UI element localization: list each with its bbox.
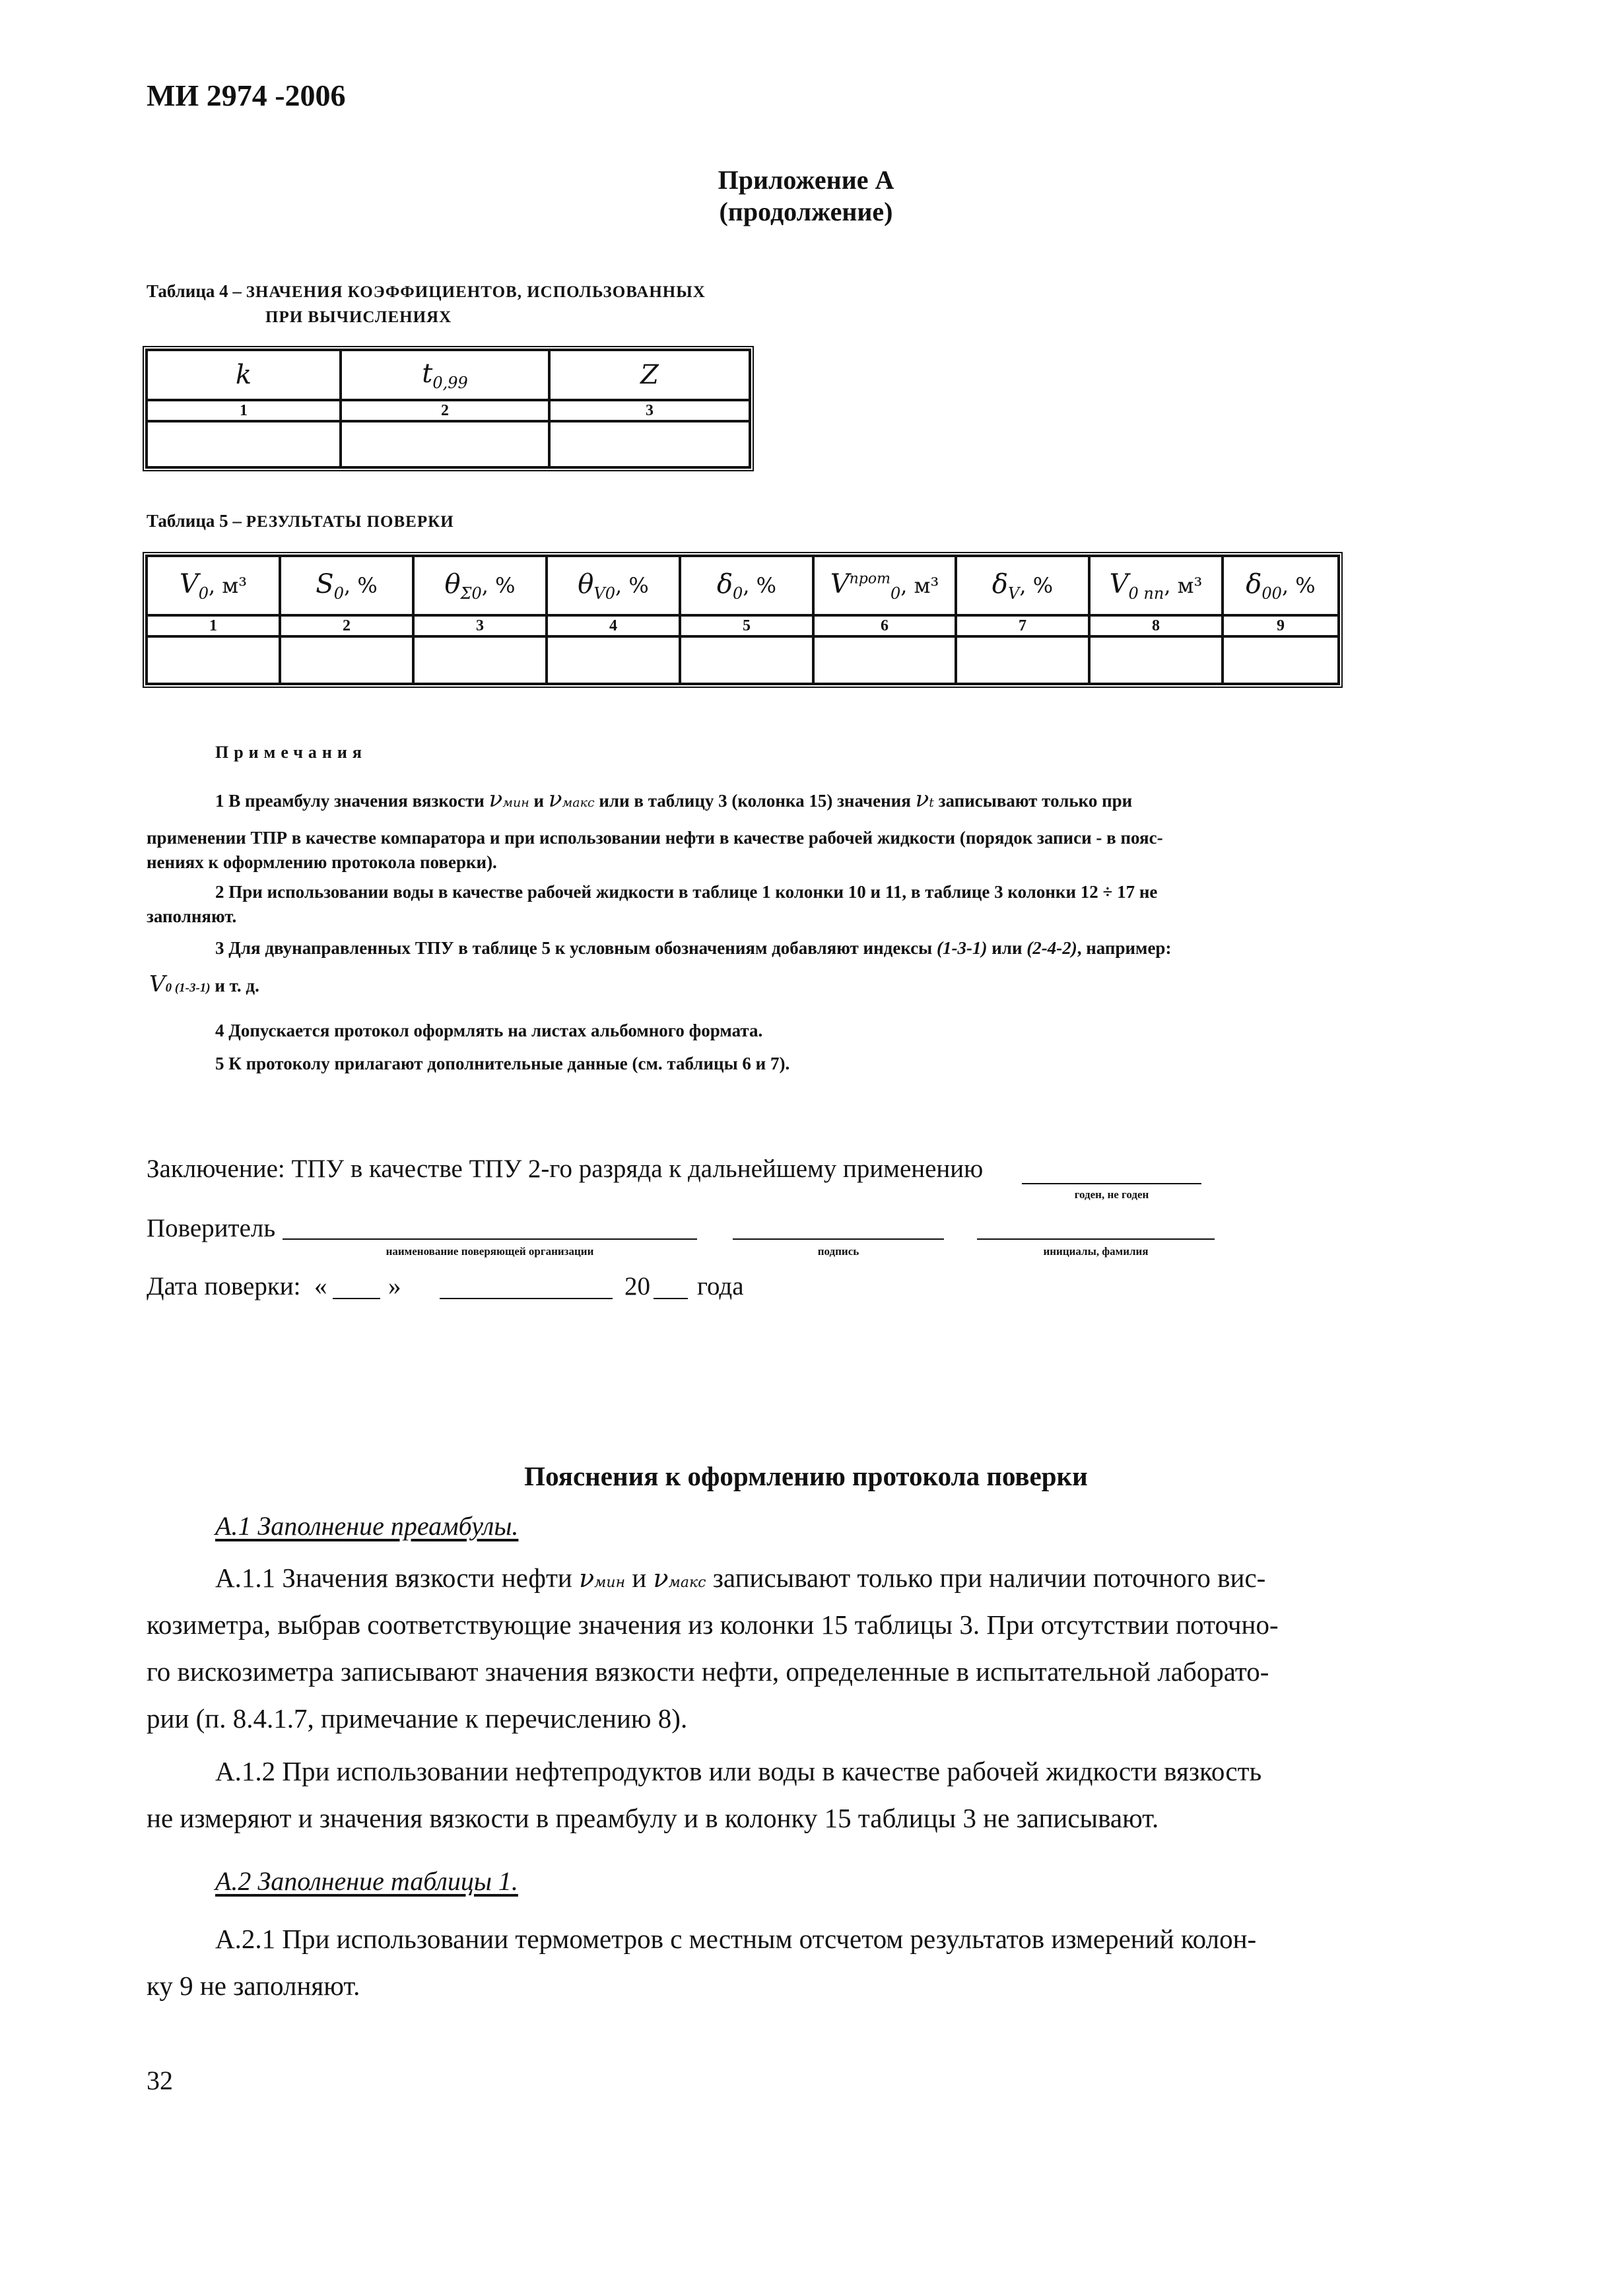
t5-num-7: 7: [956, 615, 1089, 636]
table4-caption-cont: [265, 306, 452, 327]
note-1-line3: нениях к оформлению протокола поверки).: [147, 852, 497, 872]
p-a11-line2: козиметра, выбрав соответствующие значения из колонки 15 таблицы 3. При отсутствии поточно-: [147, 1609, 1279, 1640]
t5-header-3: $\theta_{\Sigma 0}$, %: [413, 556, 547, 615]
conclusion-text: Заключение: ТПУ в качестве ТПУ 2-го разряда к дальнейшему применению: [147, 1155, 984, 1183]
p-a21-line2: ку 9 не заполняют.: [147, 1971, 360, 2001]
t4-num-2: 2: [341, 400, 549, 421]
p-a21-line1: А.2.1 При использовании термометров с местным отсчетом результатов измерений колон-: [215, 1924, 1257, 1954]
t5-header-2: $S_0$, %: [280, 556, 413, 615]
t5-cell: [680, 636, 813, 684]
note-1: 1 В преамбулу значения вязкости νмин и νмакс или в таблицу 3 (колонка 15) значения νt записывают только при: [215, 786, 1133, 813]
explanations-title: Пояснения к оформлению протокола поверки: [524, 1461, 1088, 1491]
table5-caption-text: РЕЗУЛЬТАТЫ ПОВЕРКИ: [246, 513, 454, 531]
t5-header-4: $\theta_{V0}$, %: [547, 556, 680, 615]
t5-num-1: 1: [147, 615, 280, 636]
t4-cell: [341, 421, 549, 467]
t4-cell: [549, 421, 750, 467]
page-number: 32: [147, 2066, 173, 2095]
date-quote-close: »: [388, 1272, 401, 1300]
t5-header-7: $\delta_V$, %: [956, 556, 1089, 615]
table5-caption-prefix: Таблица 5 –: [147, 511, 242, 531]
t4-header-z: Z: [549, 350, 750, 400]
t5-header-5: $\delta_0$, %: [680, 556, 813, 615]
conclusion-caption: годен, не годен: [1074, 1188, 1149, 1201]
t5-cell: [956, 636, 1089, 684]
t5-header-6: $V^{прот}_0$, м³: [813, 556, 956, 615]
table5-caption: [147, 511, 454, 531]
t5-header-8: $V_{0 пп}$, м³: [1089, 556, 1223, 615]
t5-cell: [147, 636, 280, 684]
t5-cell: [280, 636, 413, 684]
verifier-name-caption: инициалы, фамилия: [1043, 1245, 1149, 1258]
document-code: МИ 2974 -2006: [147, 79, 346, 112]
note-3-example: V0 (1-3-1) и т. д.: [149, 971, 259, 997]
t5-cell: [813, 636, 956, 684]
p-a12-line1: А.1.2 При использовании нефтепродуктов или воды в качестве рабочей жидкости вязкость: [215, 1756, 1262, 1786]
note-1-line2: применении ТПР в качестве компаратора и при использовании нефти в качестве рабочей жидкости (порядок записи - в пояс-: [147, 828, 1163, 848]
date-day-line[interactable]: [333, 1298, 380, 1299]
date-year-suffix: года: [697, 1272, 744, 1300]
t5-num-4: 4: [547, 615, 680, 636]
appendix-subtitle: (продолжение): [719, 197, 893, 226]
appendix-title: Приложение А: [718, 165, 894, 195]
p-a11-line3: го вискозиметра записывают значения вязкости нефти, определенные в испытательной лаборато-: [147, 1656, 1269, 1687]
verifier-sign-line[interactable]: [733, 1238, 944, 1240]
t4-cell: [147, 421, 341, 467]
note-3: 3 Для двунаправленных ТПУ в таблице 5 к условным обозначениям добавляют индексы (1-3-1) или (2-4-2), например:: [215, 938, 1172, 958]
table4-caption-line2: ПРИ ВЫЧИСЛЕНИЯХ: [265, 308, 452, 326]
t4-num-3: 3: [549, 400, 750, 421]
t5-cell: [1223, 636, 1339, 684]
notes-title: Примечания: [215, 743, 367, 762]
date-year-line[interactable]: [654, 1298, 688, 1299]
p-a12-line2: не измеряют и значения вязкости в преамбулу и в колонку 15 таблицы 3 не записывают.: [147, 1803, 1159, 1833]
t5-cell: [413, 636, 547, 684]
verifier-label: Поверитель: [147, 1214, 276, 1242]
t5-num-8: 8: [1089, 615, 1223, 636]
t4-num-1: 1: [147, 400, 341, 421]
table-5: [143, 552, 1343, 688]
t5-cell: [1089, 636, 1223, 684]
t5-header-9: $\delta_{00}$, %: [1223, 556, 1339, 615]
t4-header-k: k: [147, 350, 341, 400]
verifier-org-caption: наименование поверяющей организации: [386, 1245, 594, 1258]
a1-heading: А.1 Заполнение преамбулы.: [215, 1511, 519, 1541]
t4-header-t: $t_{0,99}$: [341, 350, 549, 400]
table4-caption-prefix: Таблица 4 –: [147, 281, 242, 301]
t5-num-5: 5: [680, 615, 813, 636]
p-a11-line1: А.1.1 Значения вязкости нефти νмин и νмакс записывают только при наличии поточного вис-: [215, 1563, 1266, 1593]
note-2-line2: заполняют.: [147, 906, 237, 926]
conclusion-line[interactable]: [1022, 1183, 1201, 1184]
note-4: 4 Допускается протокол оформлять на листах альбомного формата.: [215, 1021, 763, 1040]
t5-cell: [547, 636, 680, 684]
date-label: Дата поверки:: [147, 1272, 301, 1300]
date-year-prefix: 20: [624, 1272, 650, 1300]
t5-header-1: $V_0$, м³: [147, 556, 280, 615]
t5-num-6: 6: [813, 615, 956, 636]
table4-caption: [147, 281, 706, 302]
t5-num-3: 3: [413, 615, 547, 636]
table-4: [143, 346, 754, 471]
verifier-sign-caption: подпись: [817, 1245, 859, 1258]
t5-num-2: 2: [280, 615, 413, 636]
p-a11-line4: рии (п. 8.4.1.7, примечание к перечислению 8).: [147, 1703, 688, 1734]
date-month-line[interactable]: [440, 1298, 613, 1299]
note-5: 5 К протоколу прилагают дополнительные данные (см. таблицы 6 и 7).: [215, 1054, 790, 1073]
verifier-name-line[interactable]: [977, 1238, 1215, 1240]
date-quote-open: «: [314, 1272, 327, 1300]
verifier-org-line[interactable]: [283, 1238, 697, 1240]
a2-heading: А.2 Заполнение таблицы 1.: [215, 1866, 518, 1896]
t5-num-9: 9: [1223, 615, 1339, 636]
note-2-line1: 2 При использовании воды в качестве рабочей жидкости в таблице 1 колонки 10 и 11, в таблице 3 колонки 12 ÷ 17 не: [215, 882, 1158, 902]
table4-caption-line1: ЗНАЧЕНИЯ КОЭФФИЦИЕНТОВ, ИСПОЛЬЗОВАННЫХ: [246, 283, 706, 301]
